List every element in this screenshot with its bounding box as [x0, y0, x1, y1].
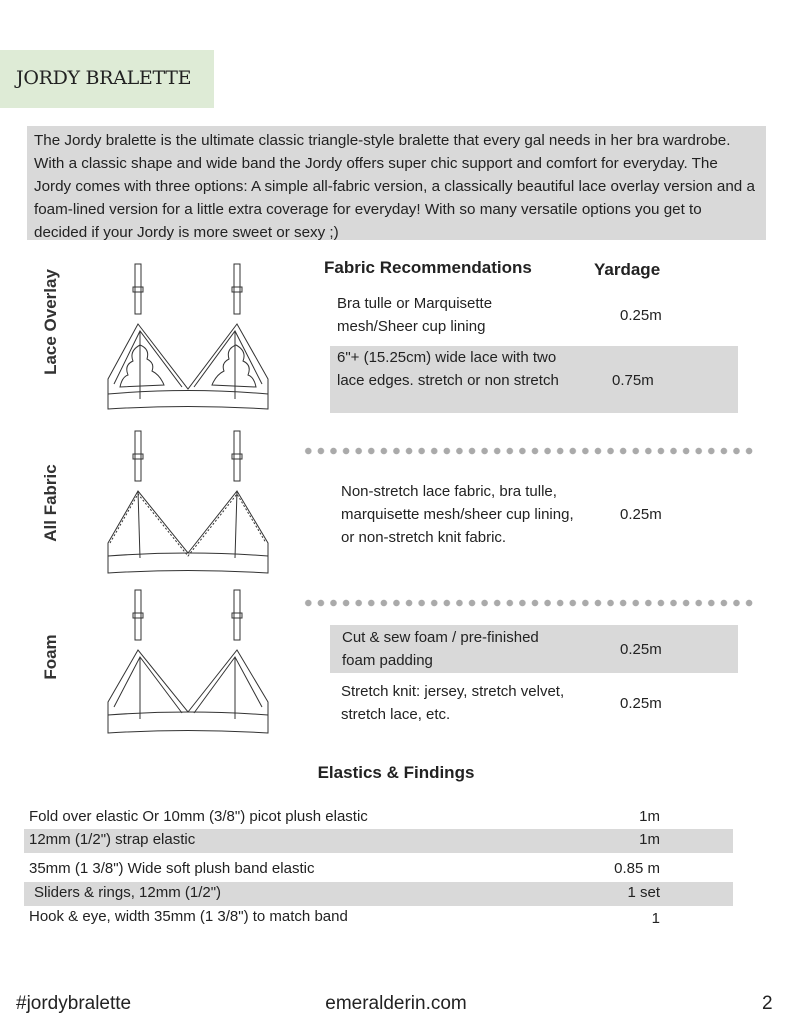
page-title: JORDY BRALETTE [16, 67, 192, 89]
version-label-lace-overlay: Lace Overlay [41, 269, 60, 375]
yardage-value: 0.25m [620, 641, 662, 658]
qty: 1 set [627, 884, 660, 901]
version-label-foam: Foam [41, 634, 60, 680]
item: Hook & eye, width 35mm (1 3/8") to match band [29, 908, 348, 925]
fabric-row [330, 346, 738, 413]
elastic-row [24, 829, 733, 853]
qty: 1m [639, 808, 660, 825]
divider [302, 599, 758, 607]
page-number: 2 [762, 993, 773, 1014]
yardage-value: 0.25m [620, 506, 662, 523]
lace-overlay-bralette-illustration [100, 259, 276, 414]
divider [302, 447, 758, 455]
elastic-row [24, 806, 733, 828]
fabric-row [330, 480, 738, 550]
fabric-row [330, 625, 738, 673]
item: Sliders & rings, 12mm (1/2") [34, 884, 222, 901]
yardage-value: 0.25m [620, 307, 662, 324]
fabric-text: Bra tulle or Marquisette mesh/Sheer cup lining [337, 295, 493, 335]
qty: 0.85 m [614, 860, 660, 877]
item: Fold over elastic Or 10mm (3/8") picot plush elastic [29, 808, 368, 825]
fabric-recommendations-header: Fabric Recommendations [324, 258, 532, 277]
elastic-row [24, 882, 733, 906]
title-banner [0, 50, 214, 108]
fabric-text: Non-stretch lace fabric, bra tulle, marquisette mesh/sheer cup lining, or non-stretch knit fabric. [341, 483, 574, 546]
yardage-value: 0.25m [620, 695, 662, 712]
fabric-text: 6"+ (15.25cm) wide lace with two lace edges. stretch or non stretch [337, 349, 559, 389]
elastics-title: Elastics & Findings [317, 763, 475, 782]
yardage-header: Yardage [594, 260, 661, 279]
yardage-value: 0.75m [612, 372, 654, 389]
fabric-row [330, 680, 738, 728]
item: 35mm (1 3/8") Wide soft plush band elastic [29, 860, 315, 877]
footer-hashtag: #jordybralette [16, 993, 132, 1014]
elastic-row [24, 858, 733, 881]
fabric-row [330, 290, 738, 340]
item: 12mm (1/2") strap elastic [29, 831, 196, 848]
footer-website[interactable]: emeralderin.com [325, 993, 467, 1014]
qty: 1m [639, 831, 660, 848]
fabric-text: Cut & sew foam / pre-finished foam padding [342, 629, 539, 669]
foam-bralette-illustration [100, 587, 276, 742]
all-fabric-bralette-illustration [100, 428, 276, 583]
version-label-all-fabric: All Fabric [41, 464, 60, 542]
description: The Jordy bralette is the ultimate classic triangle-style bralette that every gal needs in her bra wardrobe. With a classic shape and wide band the Jordy offers super chic support and comfort for everyday. The Jordy comes with three options: A simple all-fabric version, a classically beautiful lace overlay version and a foam-lined version for a little extra coverage for everyday! With so many versatile options you get to decided if your Jordy is more sweet or sexy ;) [27, 126, 766, 240]
fabric-text: Stretch knit: jersey, stretch velvet, stretch lace, etc. [341, 683, 565, 723]
elastic-row [24, 906, 733, 928]
qty: 1 [651, 910, 660, 927]
